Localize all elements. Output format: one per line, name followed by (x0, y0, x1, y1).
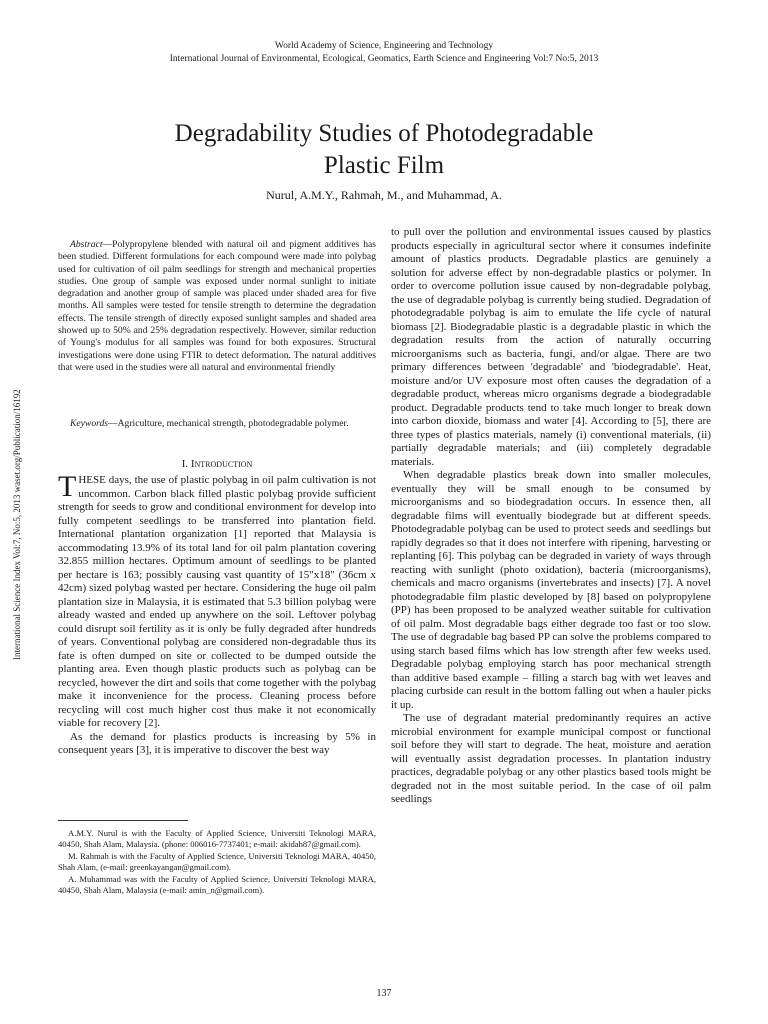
section-heading (58, 458, 376, 470)
keywords-label: Keywords (70, 418, 109, 429)
section-number: I. (181, 458, 191, 470)
title-line-2: Plastic Film (323, 152, 445, 179)
abstract (58, 239, 376, 374)
right-column (391, 226, 711, 807)
right-paragraph-2: When degradable plastics break down into smaller molecules, eventually they will be small enough to be consumed by microorganisms and so biodegradation occurs. In essence then, all degradable films will eventually biodegrade but at different speeds. Photodegradable polybag can be used to protect seeds and seedlings but rapidly degrades so that it does not interfere with ripening, harvesting or replanting [6]. This polybag can be degraded in variety of ways through reacting with sunlight (photo oxidation), bacteria (microorganisms), chemicals and macro organisms (invertebrates and insects) [7]. A novel photodegradable film plastic developed by [8] based on polypropylene (PP) has been proposed to be analyzed weather suitable for cultivation of oil palm. Most degradable bags either degrade too fast or too slow. The use of degradable bag based PP can solve the problems compared to using starch based films which has low strength after few weeks used. Degradable polybag employing starch has poor mechanical strength than additive based example – filling a starch bag with wet leaves and placing curbside can result in the bottom falling out when a hauler picks it up. (391, 469, 711, 711)
footnotes (58, 828, 376, 897)
abstract-text: —Polypropylene blended with natural oil and pigment additives has been studied. Different formulations for each compound were made into polybag used for cultivation of oil palm seedlings for strength and mechanical properties studies. One group of sample was exposed under normal sunlight to initiate degradation and another group of sample was placed under shaded area for five months. All samples were tested for tensile strength to determine the degradation effects. The tensile strength of directly exposed sunlight samples and shaded area showed up to 50% and 25% degradation respectively. However, similar reduction of Young's modulus for all samples was found for both exposures. Structural investigations were done using FTIR to detect deformation. The natural additives that were used in the studies were all natural and environmental friendly (58, 239, 376, 373)
abstract-label: Abstract (70, 239, 103, 250)
section-title: Introduction (190, 458, 253, 470)
paper-title (60, 118, 708, 182)
journal-header (0, 40, 768, 65)
introduction-text (58, 470, 376, 758)
footnote-divider (58, 820, 188, 821)
index-sidebar: International Science Index Vol:7, No:5, 2013 waset.org/Publication/16192 (12, 389, 22, 660)
keywords (58, 418, 376, 430)
intro-paragraph-2: As the demand for plastics products is increasing by 5% in consequent years [3], it is imperative to discover the best way (58, 730, 376, 756)
journal-line: International Journal of Environmental, Ecological, Geomatics, Earth Science and Engineering Vol:7 No:5, 2013 (169, 53, 599, 64)
intro-paragraph-1 (58, 470, 376, 731)
right-paragraph-3: The use of degradant material predominantly requires an active microbial environment for example municipal compost or functional soil before they will start to degrade. The heat, moisture and aeration will eventually assist degradation processes. In plantation industry practices, degradable polybag or any other plastics based tools might be degraded not in the most suitable period. In the case of oil palm seedlings (391, 712, 711, 805)
publisher-line: World Academy of Science, Engineering and Technology (274, 41, 494, 51)
footnote-author-1: A.M.Y. Nurul is with the Faculty of Applied Science, Universiti Teknologi MARA, 40450, Shah Alam, Malaysia. (phone: 006016-7737401; e-mail: akidah87@gmail.com). (58, 828, 376, 849)
drop-cap: T (58, 470, 77, 503)
page-number: 137 (376, 988, 392, 999)
footnote-author-2: M. Rahmah is with the Faculty of Applied Science, Universiti Teknologi MARA, 40450, Shah Alam, (e-mail: greenkayangan@gmail.com). (58, 851, 376, 872)
intro-paragraph-1-text: HESE days, the use of plastic polybag in oil palm cultivation is not uncommon. Carbon black filled plastic polybag provide sufficient strength for seeds to grow and conditional environment for develop into fully competent seedlings to be transferred into plantation field. International plantation organization [1] reported that Malaysia is accommodating 13.9% of its total land for oil palm plantation covering 32.855 million hectares. Optimum amount of seedlings to be planted per hectare is 163; possibly causing vast quantity of 15"x18" (36cm x 42cm) sized polybag wasted per hectare. Considering the huge oil palm plantation size in Malaysia, it is estimated that 5.3 billion polybag were already wasted and ended up anywhere on the soil. Leftover polybag could disrupt soil fertility as it is only be fully degraded after hundreds of years. Conventional polybag are considered non-degradable thus its fate is often dumped on site or collected to be dumped outside the planting area. Even though plastic products such as polybag can be recycled, however the dirt and soils that come together with the polybag make it inconvenience for the process. Cleaning process before recycling will cost much higher cost thus make it not economically viable for recovery [2]. (58, 474, 376, 729)
footnote-author-3: A. Muhammad was with the Faculty of Applied Science, Universiti Teknologi MARA, 40450, Shah Alam, Malaysia (e-mail: amin_n@gmail.com). (58, 874, 376, 895)
keywords-text: —Agriculture, mechanical strength, photodegradable polymer. (108, 418, 349, 429)
title-line-1: Degradability Studies of Photodegradable (174, 120, 594, 147)
author-list: Nurul, A.M.Y., Rahmah, M., and Muhammad, A. (266, 188, 502, 202)
right-paragraph-1: to pull over the pollution and environmental issues caused by plastics products especially in agricultural sector where it consumes indefinite amount of plastics products. Degradable plastics are genuinely a solution for adverse effect by non-degradable plastics or polymer. In order to overcome pollution issue caused by non-degradable polybag, the use of degradable polybag is currently being studied. Degradation of photodegradable polybag is aim to emulate the life cycle of natural biomass [2]. Biodegradable plastic is a degradable plastic in which the degradation results from the action of naturally occurring microorganisms such as bacteria, fungi, and/or algae. There are two primary differences between 'degradable' and 'biodegradable'. Heat, moisture and/or UV exposure most often causes the degradation of a degradable product, whereas micro organisms degrade a biodegradable product. Degradable products tend to take much longer to break down into carbon dioxide, biomass and water [4]. According to [5], there are three types of plastics materials, namely (i) conventional materials, (ii) partially degradable materials; and (iii) completely degradable materials. (391, 226, 711, 468)
